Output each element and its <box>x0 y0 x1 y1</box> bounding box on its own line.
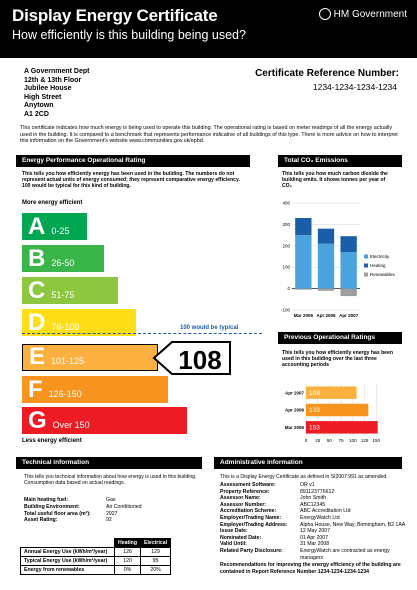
admin-label: Assessment Software: <box>220 482 276 488</box>
admin-row <box>220 495 410 502</box>
band-e-fill <box>23 345 157 370</box>
band-letter: F <box>28 376 43 403</box>
bar-heating <box>295 218 311 235</box>
hm-government-logo <box>319 8 407 20</box>
tech-label: Asset Rating: <box>24 517 58 524</box>
admin-row <box>220 541 410 548</box>
legend-swatch <box>364 255 368 259</box>
address-line: 12th & 13th Floor <box>24 76 82 84</box>
admin-row <box>220 482 410 489</box>
band-letter: C <box>28 277 46 304</box>
bar-heating <box>341 236 357 252</box>
band-letter: A <box>28 213 46 240</box>
typical-label: 100 would be typical <box>180 325 239 331</box>
band-f <box>22 376 168 403</box>
x-tick-label: Mar 2006 <box>293 313 313 318</box>
admin-value: John Smith <box>300 495 326 502</box>
bar-renewables <box>341 289 357 296</box>
admin-value: EnergyWatch Ltd <box>300 514 340 521</box>
admin-label: Assessor Number: <box>220 501 267 508</box>
admin-row <box>220 515 410 522</box>
table-row <box>21 566 171 575</box>
band-d <box>22 309 136 336</box>
x-tick-label: 100 <box>349 438 357 443</box>
co2-emissions-chart <box>278 198 402 323</box>
less-efficient-label: Less energy efficient <box>22 438 82 444</box>
band-range: 26-50 <box>51 258 75 268</box>
header-bar <box>0 0 417 58</box>
bar-heating <box>318 229 334 244</box>
admin-label: Employer/Trading Address: <box>220 521 288 528</box>
admin-value: Alpha House, New Way, Birmingham, B2 1AA <box>300 521 406 528</box>
band-range: 0-25 <box>51 226 70 236</box>
heating-value: 0% <box>115 566 141 575</box>
legend-label: Renewables <box>370 272 395 277</box>
recommendation-text: Recommendations for improving the energy efficiency of the building are contained in Report Reference Number 1234-1234-1234-1234 <box>220 562 401 575</box>
more-efficient-label: More energy efficient <box>22 200 83 206</box>
x-tick-label: Apr 2007 <box>339 313 359 318</box>
bar-electricity <box>318 244 334 289</box>
electrical-value: 20% <box>141 566 171 575</box>
page-subtitle: How efficiently is this building being used? <box>12 28 246 42</box>
electrical-value: 95 <box>141 557 171 566</box>
legend-swatch <box>364 264 368 268</box>
tech-value: Gas <box>106 497 116 503</box>
admin-value: 891123776612 <box>300 488 335 495</box>
admin-note: This is a Display Energy Certificate as defined in SI2007:991 as amended. <box>220 474 388 480</box>
address-line: A Government Dept <box>24 68 90 75</box>
admin-label: Related Party Disclosure: <box>220 547 283 554</box>
table-row <box>21 557 171 566</box>
heating-value: 126 <box>115 548 141 557</box>
table-row <box>21 548 171 557</box>
admin-row <box>220 489 410 496</box>
intro-text: This certificate indicates how much energy is being used to operate this building. The operational rating is based on meter readings of all the energy actually used in the building. It is compared to a benchmark that represents performance indicative of all buildings of this type. There is more advice on how to interpret this information on the Government's website www.communities.gov.uk/epbd. <box>20 125 398 145</box>
rating-value-label: 108 <box>309 389 320 397</box>
crest-icon <box>319 8 331 20</box>
band-a <box>22 213 87 240</box>
admin-value: 31 Mar 2008 <box>300 541 330 548</box>
tech-row <box>24 511 141 518</box>
previous-ratings-note: This tells you how efficiently energy has been used in this building over the last three accounting periods <box>282 350 393 369</box>
admin-label: Assessor Name: <box>220 495 261 502</box>
legend-swatch <box>364 273 368 277</box>
tech-label: Main heating fuel: <box>24 497 69 503</box>
admin-label: Nominated Date: <box>220 534 262 541</box>
tech-label: Building Environment: <box>24 503 80 510</box>
previous-ratings-chart <box>278 380 402 448</box>
legend-label: Heating <box>370 263 386 268</box>
band-g <box>22 407 187 434</box>
y-tick-label: Mar 2006 <box>284 424 304 430</box>
admin-value: 01 Apr 2007 <box>300 534 328 541</box>
x-tick-label: Apr 2006 <box>316 313 336 318</box>
certificate-ref-number: 1234-1234-1234-1234 <box>312 82 397 92</box>
previous-ratings-header: Previous Operational Ratings <box>278 332 402 344</box>
address-line: Jubilee House <box>24 85 72 92</box>
band-range: 126-150 <box>48 389 82 399</box>
technical-info-header: Technical information <box>16 457 202 469</box>
band-letter: D <box>28 309 46 336</box>
band-e-current <box>22 344 158 371</box>
admin-value: ABC12345 <box>300 501 326 508</box>
electrical-value: 129 <box>141 548 171 557</box>
rating-value-label: 153 <box>309 424 320 432</box>
admin-row <box>220 535 410 542</box>
band-range: 51-75 <box>51 290 75 300</box>
tech-row <box>24 504 141 511</box>
tech-value: 2927 <box>106 510 118 517</box>
address-line: High Street <box>24 93 62 101</box>
heating-value: 120 <box>115 557 141 566</box>
bar-renewables <box>318 289 334 291</box>
typical-line <box>22 333 262 334</box>
column-header-electrical: Electrical <box>141 539 171 548</box>
y-tick-label: -100 <box>280 307 290 313</box>
admin-row <box>220 522 410 529</box>
row-label: Annual Energy Use (kWh/m²/year) <box>21 548 115 557</box>
admin-value: EnergyWatch are contracted as energy managers <box>300 547 390 561</box>
technical-info-list <box>24 497 141 524</box>
co2-section-header: Total CO₂ Emissions <box>278 155 402 167</box>
admin-label: Property Reference: <box>220 488 270 495</box>
admin-row <box>220 508 410 515</box>
legend-label: Electricity <box>370 254 390 259</box>
admin-info-list <box>220 482 410 575</box>
building-address <box>24 68 89 119</box>
x-tick-label: 0 <box>304 438 308 443</box>
address-line: A1 2CD <box>24 110 49 118</box>
rating-value-label: 133 <box>309 407 320 415</box>
y-tick-label: 100 <box>282 264 290 270</box>
admin-value: ABC Accreditation Ltd <box>300 508 351 515</box>
co2-note: This tells you how much carbon dioxide the building emits. It shows tonnes per year of CO₂ <box>282 171 388 190</box>
admin-label: Valid Until: <box>220 541 247 548</box>
rating-note: This tells you how efficiently energy has been used in the building. The numbers do not represent actual units of energy consumed; they represent comparative energy efficiency. 100 would be typical for this kind of building. <box>22 171 240 190</box>
energy-use-table <box>20 538 171 575</box>
bar-electricity <box>341 252 357 288</box>
x-tick-label: 25 <box>315 438 321 443</box>
band-letter: G <box>28 407 47 434</box>
y-tick-label: Apr 2006 <box>284 407 304 413</box>
admin-label: Employer/Trading Name: <box>220 514 282 521</box>
row-label: Energy from renewables <box>21 566 115 575</box>
bar-renewables <box>295 289 311 290</box>
certificate-ref-label: Certificate Reference Number: <box>255 68 399 79</box>
bar-electricity <box>295 235 311 289</box>
admin-label: Accreditation Scheme: <box>220 508 277 515</box>
band-range: Over 150 <box>52 420 90 430</box>
band-c <box>22 277 118 304</box>
table-header-row <box>21 539 171 548</box>
y-tick-label: 400 <box>282 200 290 206</box>
row-label: Typical Energy Use (kWh/m²/year) <box>21 557 115 566</box>
tech-row <box>24 497 141 504</box>
admin-row <box>220 502 410 509</box>
band-letter: E <box>29 343 46 370</box>
address-line: Anytown <box>24 102 54 109</box>
y-tick-label: 0 <box>287 286 290 292</box>
y-tick-label: Apr 2007 <box>284 390 304 396</box>
admin-row <box>220 528 410 535</box>
y-tick-label: 200 <box>282 243 290 249</box>
admin-row <box>220 548 410 561</box>
tech-value: 92 <box>106 517 112 524</box>
tech-value: Air Conditioned <box>106 503 142 510</box>
x-tick-label: 125 <box>360 438 369 443</box>
x-tick-label: 50 <box>326 438 332 443</box>
column-header-heating: Heating <box>115 539 141 548</box>
logo-text: HM Government <box>333 8 407 20</box>
tech-row <box>24 517 141 524</box>
current-rating-arrow <box>152 340 232 376</box>
page-title: Display Energy Certificate <box>12 6 218 25</box>
admin-value: 12 May 2007 <box>300 528 330 535</box>
band-range: 76-100 <box>51 322 80 332</box>
tech-label: Total useful floor area (m²): <box>24 510 91 517</box>
admin-value: OR v1 <box>300 482 315 488</box>
x-tick-label: 150 <box>372 438 381 443</box>
band-range: 101-125 <box>51 356 85 366</box>
x-tick-label: 75 <box>338 438 344 443</box>
technical-info-note: This tells you technical information about how energy is used in this building. Consumption data based on actual readings. <box>24 474 197 487</box>
band-letter: B <box>28 245 46 272</box>
y-tick-label: 300 <box>282 221 290 227</box>
rating-section-header: Energy Performance Operational Rating <box>16 155 250 167</box>
current-rating-value: 108 <box>178 345 222 375</box>
admin-info-header: Administrative information <box>214 457 402 469</box>
admin-label: Issue Date: <box>220 528 248 535</box>
band-b <box>22 245 104 272</box>
